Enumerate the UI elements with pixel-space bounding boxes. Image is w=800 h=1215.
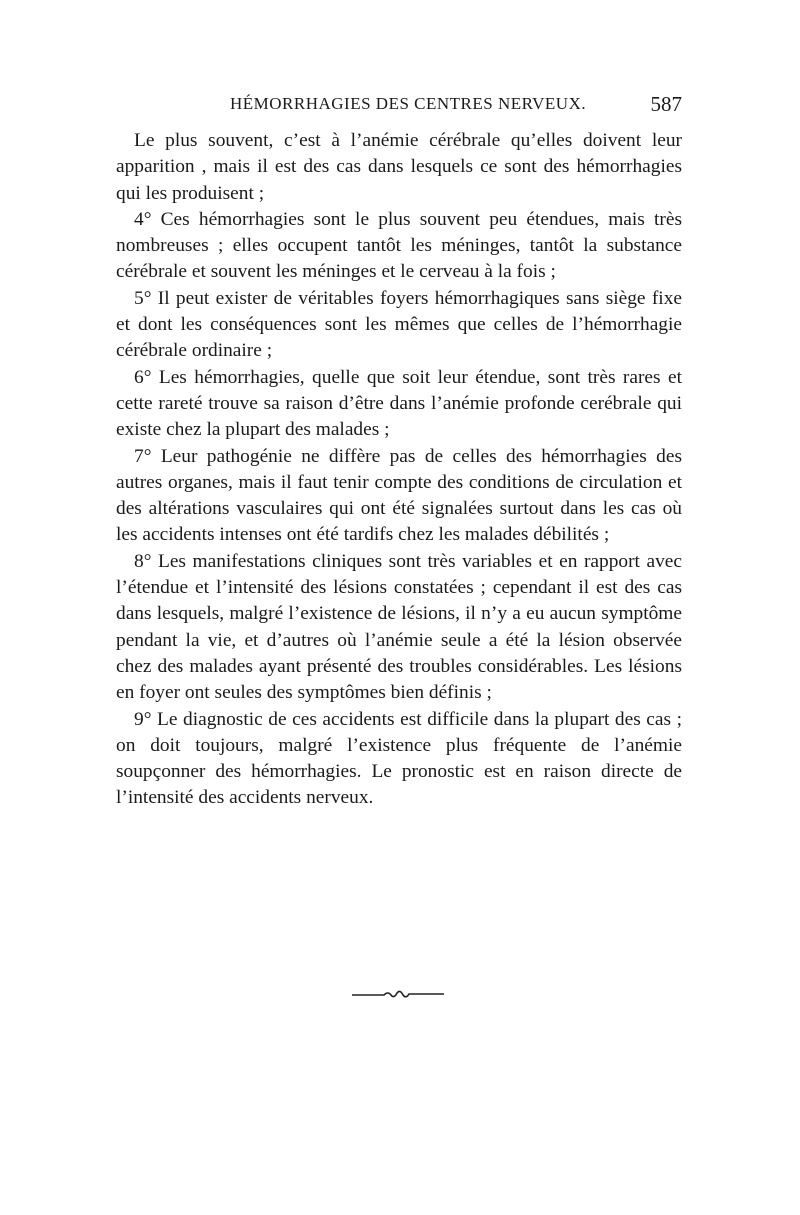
running-head: HÉMORRHAGIES DES CENTRES NERVEUX. (230, 94, 587, 113)
paragraph-6: 6° Les hémorrhagies, quelle que soit leur étendue, sont très rares et cette rareté trouve sa raison d’être dans l’anémie profonde cerébrale qui existe chez la plupart des malades ; (116, 366, 682, 441)
paragraph-intro: Le plus souvent, c’est à l’anémie cérébrale qu’elles doivent leur apparition , mais il est des cas dans lesquels ce sont des hémorrhagies qui les produisent ; (116, 130, 682, 204)
page-number: 587 (650, 92, 682, 116)
paragraph-8: 8° Les manifestations cliniques sont très variables et en rapport avec l’étendue et l’intensité des lésions constatées ; cependant il est des cas dans lesquels, malgré l’existence de lésions, il n’y a eu aucun symptôme pendant la vie, et d’autres où l’anémie seule a été la lésion observée chez des malades ayant présenté des troubles considérables. Les lésions en foyer ont seules des symptômes bien définis ; (116, 550, 682, 704)
body-text (116, 128, 682, 812)
paragraph-9: 9° Le diagnostic de ces accidents est difficile dans la plupart des cas ; on doit toujours, malgré l’existence plus fréquente de l’anémie soupçonner des hémorrhagies. Le pronostic est en raison directe de l’intensité des accidents nerveux. (116, 708, 682, 809)
page-header (110, 92, 694, 122)
paragraph-5: 5° Il peut exister de véritables foyers hémorrhagiques sans siège fixe et dont les conséquences sont les mêmes que celles de l’hémorrhagie cérébrale ordinaire ; (116, 287, 682, 362)
paragraph-7: 7° Leur pathogénie ne diffère pas de celles des hémorrhagies des autres organes, mais il faut tenir compte des conditions de circulation et des altérations vasculaires qui ont été signalées surtout dans les cas où les accidents intenses ont été tardifs chez les malades débilités ; (116, 445, 682, 546)
paragraph-4: 4° Ces hémorrhagies sont le plus souvent peu étendues, mais très nombreuses ; elles occupent tantôt les méninges, tantôt la substance cérébrale et souvent les méninges et le cerveau à la fois ; (116, 208, 682, 283)
end-ornament-icon (350, 988, 446, 1000)
